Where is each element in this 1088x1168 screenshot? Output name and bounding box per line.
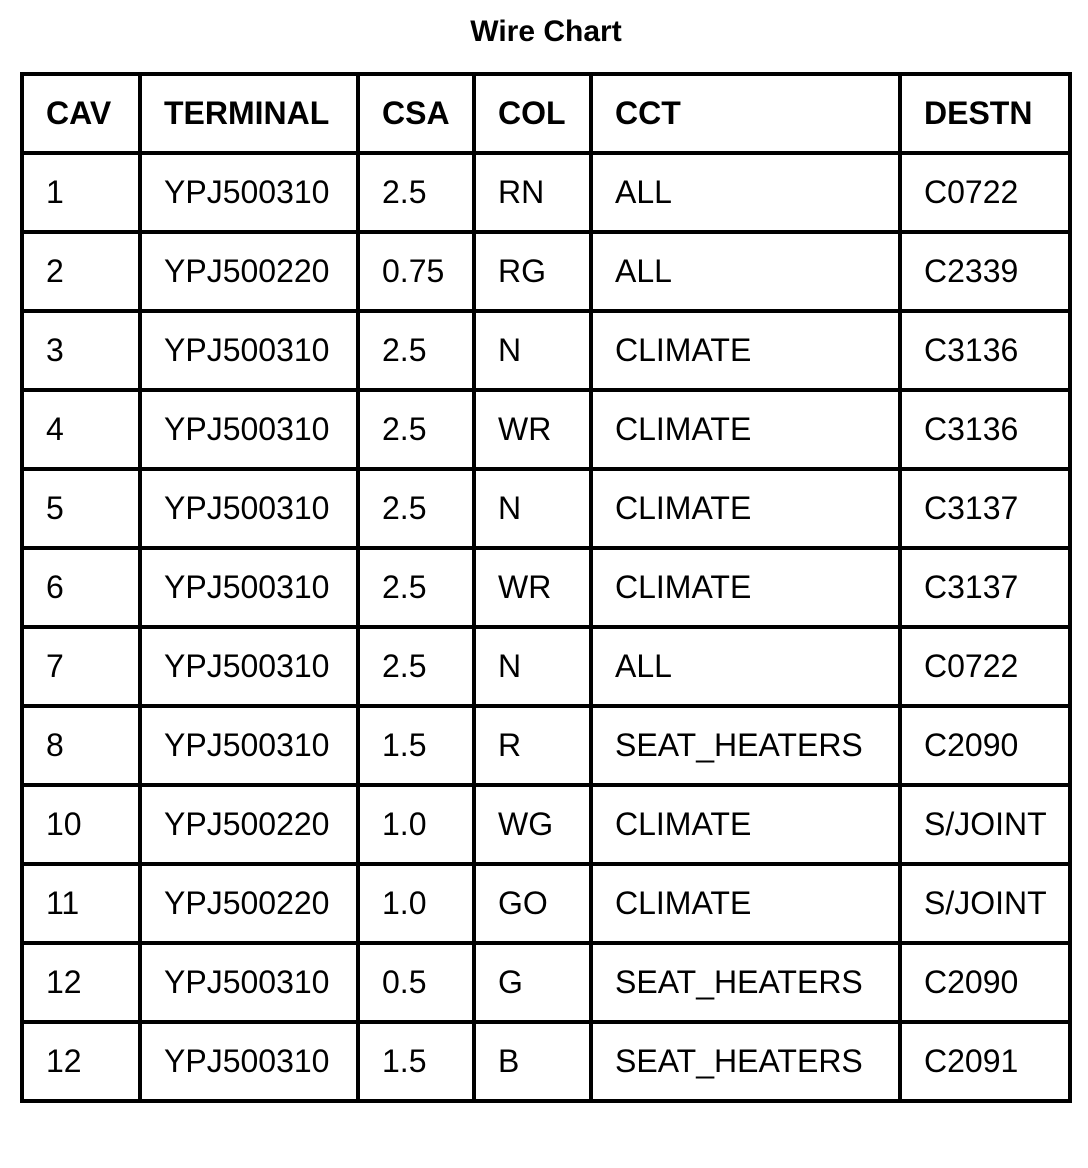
cell-terminal: YPJ500310	[140, 390, 358, 469]
column-header-cav: CAV	[22, 74, 140, 153]
cell-col: GO	[474, 864, 591, 943]
cell-cav: 3	[22, 311, 140, 390]
cell-col: G	[474, 943, 591, 1022]
table-row	[22, 706, 1070, 785]
column-header-col: COL	[474, 74, 591, 153]
cell-cav: 12	[22, 1022, 140, 1101]
table-header-row	[22, 74, 1070, 153]
cell-cct: ALL	[591, 153, 900, 232]
cell-destn: C3136	[900, 311, 1070, 390]
table-row	[22, 153, 1070, 232]
cell-terminal: YPJ500220	[140, 785, 358, 864]
cell-csa: 2.5	[358, 153, 474, 232]
cell-terminal: YPJ500220	[140, 232, 358, 311]
cell-csa: 2.5	[358, 627, 474, 706]
cell-csa: 1.0	[358, 864, 474, 943]
cell-terminal: YPJ500310	[140, 943, 358, 1022]
cell-terminal: YPJ500310	[140, 469, 358, 548]
table-row	[22, 469, 1070, 548]
cell-cav: 12	[22, 943, 140, 1022]
cell-cct: SEAT_HEATERS	[591, 1022, 900, 1101]
table-row	[22, 1022, 1070, 1101]
cell-destn: C2091	[900, 1022, 1070, 1101]
column-header-cct: CCT	[591, 74, 900, 153]
page-title: Wire Chart	[470, 15, 622, 48]
cell-csa: 2.5	[358, 548, 474, 627]
cell-col: RN	[474, 153, 591, 232]
cell-col: N	[474, 311, 591, 390]
cell-cct: CLIMATE	[591, 469, 900, 548]
cell-csa: 2.5	[358, 390, 474, 469]
cell-destn: C3137	[900, 548, 1070, 627]
cell-csa: 1.5	[358, 1022, 474, 1101]
table-row	[22, 311, 1070, 390]
cell-csa: 0.75	[358, 232, 474, 311]
column-header-csa: CSA	[358, 74, 474, 153]
table-row	[22, 390, 1070, 469]
cell-destn: C2090	[900, 943, 1070, 1022]
cell-csa: 2.5	[358, 311, 474, 390]
cell-col: WR	[474, 390, 591, 469]
cell-cav: 7	[22, 627, 140, 706]
table-row	[22, 627, 1070, 706]
wire-chart-table	[20, 72, 1072, 1103]
cell-cct: ALL	[591, 232, 900, 311]
cell-cav: 11	[22, 864, 140, 943]
table-row	[22, 548, 1070, 627]
cell-terminal: YPJ500310	[140, 153, 358, 232]
cell-terminal: YPJ500310	[140, 706, 358, 785]
cell-col: B	[474, 1022, 591, 1101]
cell-col: N	[474, 627, 591, 706]
cell-destn: C0722	[900, 153, 1070, 232]
cell-terminal: YPJ500310	[140, 1022, 358, 1101]
cell-col: RG	[474, 232, 591, 311]
table-row	[22, 864, 1070, 943]
cell-cav: 8	[22, 706, 140, 785]
cell-cct: CLIMATE	[591, 311, 900, 390]
cell-col: WR	[474, 548, 591, 627]
column-header-destn: DESTN	[900, 74, 1070, 153]
table-row	[22, 785, 1070, 864]
cell-destn: C3137	[900, 469, 1070, 548]
cell-destn: C3136	[900, 390, 1070, 469]
cell-col: N	[474, 469, 591, 548]
cell-cav: 2	[22, 232, 140, 311]
cell-col: R	[474, 706, 591, 785]
cell-destn: C2339	[900, 232, 1070, 311]
cell-cav: 4	[22, 390, 140, 469]
cell-csa: 2.5	[358, 469, 474, 548]
cell-cct: CLIMATE	[591, 390, 900, 469]
cell-destn: S/JOINT	[900, 785, 1070, 864]
cell-cct: CLIMATE	[591, 864, 900, 943]
cell-cct: CLIMATE	[591, 785, 900, 864]
cell-destn: S/JOINT	[900, 864, 1070, 943]
cell-cct: CLIMATE	[591, 548, 900, 627]
cell-destn: C2090	[900, 706, 1070, 785]
cell-cav: 5	[22, 469, 140, 548]
cell-cct: SEAT_HEATERS	[591, 943, 900, 1022]
cell-cav: 1	[22, 153, 140, 232]
table-row	[22, 232, 1070, 311]
cell-terminal: YPJ500310	[140, 311, 358, 390]
cell-terminal: YPJ500310	[140, 548, 358, 627]
cell-col: WG	[474, 785, 591, 864]
cell-destn: C0722	[900, 627, 1070, 706]
cell-cct: SEAT_HEATERS	[591, 706, 900, 785]
table-row	[22, 943, 1070, 1022]
cell-terminal: YPJ500310	[140, 627, 358, 706]
cell-cav: 10	[22, 785, 140, 864]
cell-csa: 0.5	[358, 943, 474, 1022]
cell-cav: 6	[22, 548, 140, 627]
cell-csa: 1.0	[358, 785, 474, 864]
cell-terminal: YPJ500220	[140, 864, 358, 943]
cell-csa: 1.5	[358, 706, 474, 785]
column-header-terminal: TERMINAL	[140, 74, 358, 153]
cell-cct: ALL	[591, 627, 900, 706]
